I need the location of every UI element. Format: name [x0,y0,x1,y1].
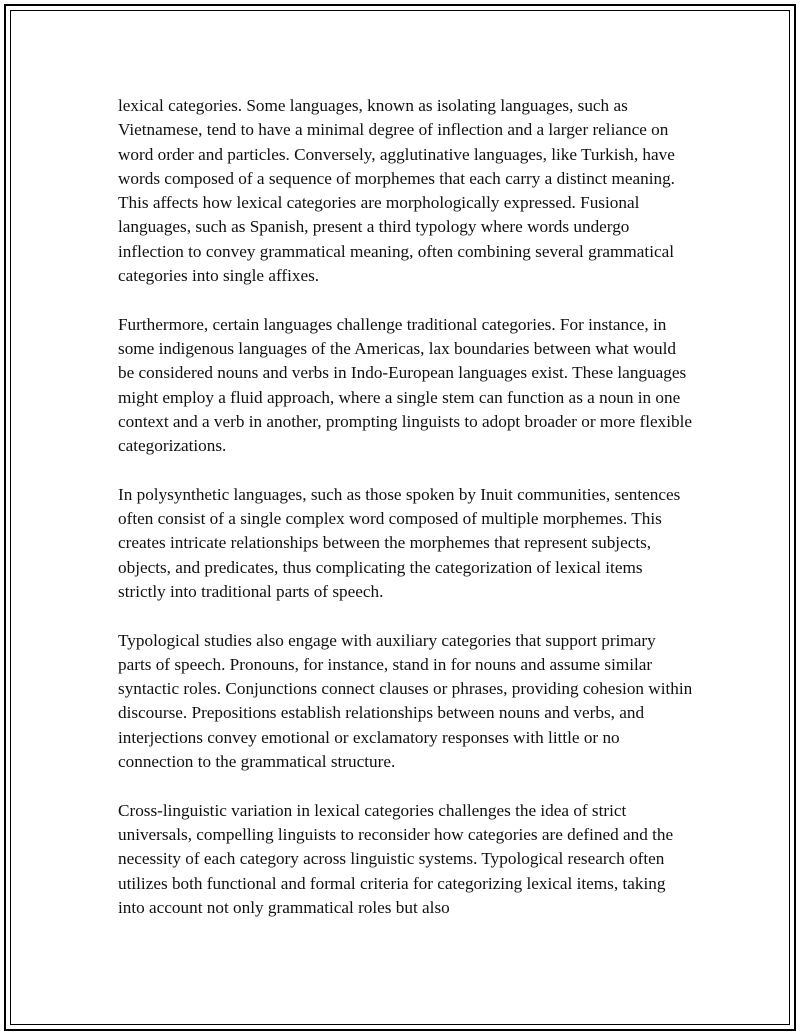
paragraph-polysynthetic-languages: In polysynthetic languages, such as those spoken by Inuit communities, sentences often consist of a single complex word composed of multiple morphemes. This creates intricate relationships between the morphemes that represent subjects, objects, and predicates, thus complicating the categorization of lexical items strictly into traditional parts of speech. [118,484,681,601]
paragraph-isolating-languages: lexical categories. Some languages, known as isolating languages, such as Vietnamese, tend to have a minimal degree of inflection and a larger reliance on word order and particles. Conversely, agglutinative languages, like Turkish, have words composed of a sequence of morphemes that each carry a distinct meaning. This affects how lexical categories are morphologically expressed. Fusional languages, such as Spanish, present a third typology where words undergo inflection to convey grammatical meaning, often combining several grammatical categories into single affixes. [118,96,675,286]
document-body [118,94,693,944]
paragraph-cross-linguistic-variation: Cross-linguistic variation in lexical categories challenges the idea of strict universals, compelling linguists to reconsider how categories are defined and the necessity of each category across linguistic systems. Typological research often utilizes both functional and formal criteria for categorizing lexical items, taking into account not only grammatical roles but also [118,800,674,917]
paragraph-traditional-categories: Furthermore, certain languages challenge traditional categories. For instance, in some indigenous languages of the Americas, lax boundaries between what would be considered nouns and verbs in Indo-European languages exist. These languages might employ a fluid approach, where a single stem can function as a noun in one context and a verb in another, prompting linguists to adopt broader or more flexible categorizations. [118,314,692,456]
paragraph-auxiliary-categories: Typological studies also engage with auxiliary categories that support primary parts of speech. Pronouns, for instance, stand in for nouns and assume similar syntactic roles. Conjunctions connect clauses or phrases, providing cohesion within discourse. Prepositions establish relationships between nouns and verbs, and interjections convey emotional or exclamatory responses with little or no connection to the grammatical structure. [118,630,693,772]
